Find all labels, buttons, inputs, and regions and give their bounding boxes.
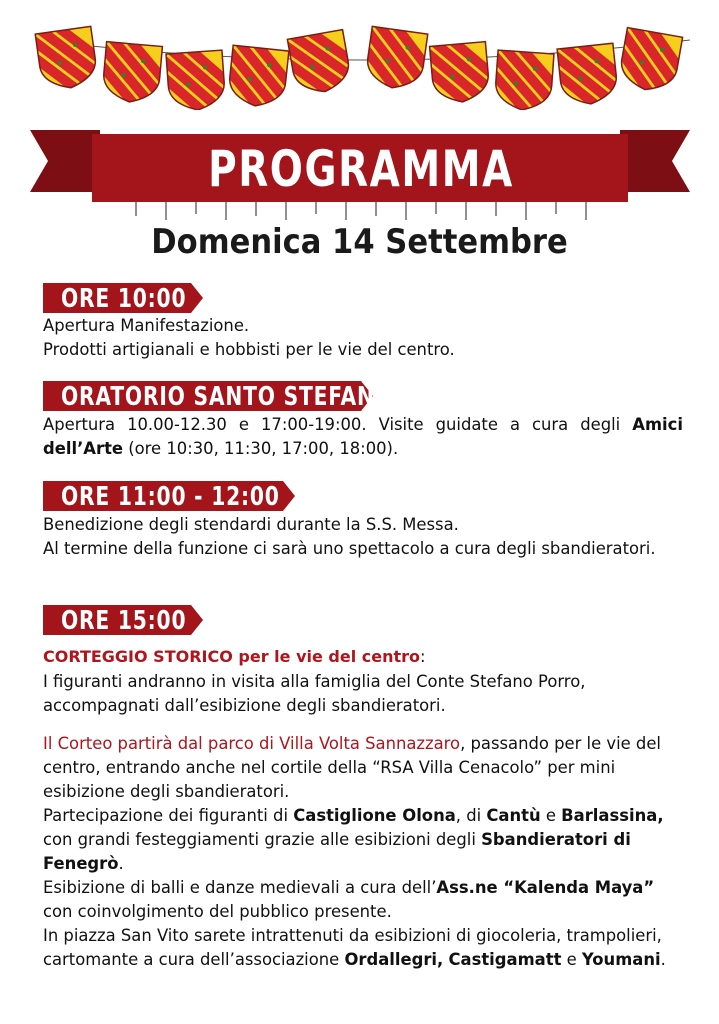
tag-label: ORE 10:00 (61, 284, 187, 314)
section-text (43, 513, 683, 561)
text-span: Esibizione di balli e danze medievali a cura dell’ (43, 878, 437, 897)
group-name: Castiglione Olona (293, 806, 456, 825)
group-name: Castigamatt (448, 950, 562, 969)
text-line: Al termine della funzione ci sarà uno spettacolo a cura degli sbandieratori. (43, 539, 656, 558)
tag-label: ORATORIO SANTO STEFANO (61, 382, 393, 412)
tag-label: ORE 15:00 (61, 606, 187, 636)
text-span: con coinvolgimento del pubblico presente. (43, 902, 392, 921)
corteo-heading (43, 645, 683, 669)
section-text (43, 413, 683, 461)
text-span: , di (455, 806, 487, 825)
coat-of-arms-bunting (0, 0, 719, 110)
text-span: : (420, 647, 426, 666)
corteo-title: CORTEGGIO STORICO per le vie del centro (43, 647, 421, 666)
section-text (43, 314, 683, 362)
group-name: Barlassina, (561, 806, 664, 825)
text-span: con grandi festeggiamenti grazie alle esibizioni degli (43, 830, 482, 849)
tag-label: ORE 11:00 - 12:00 (61, 482, 280, 512)
group-name: Sbandieratori di Fenegrò (43, 830, 631, 873)
text-span: . (660, 950, 666, 969)
text-span: (ore 10:30, 11:30, 17:00, 18:00). (123, 439, 399, 458)
corteo-paragraph-2 (43, 732, 683, 804)
text-span: , passando per le vie del centro, entrando anche nel cortile della “RSA Villa Cenacolo” per mini esibizione degli sbandieratori. (43, 734, 661, 801)
corteo-paragraph-1 (43, 670, 683, 718)
event-date: Domenica 14 Settembre (151, 222, 568, 262)
text-line: Prodotti artigianali e hobbisti per le vie del centro. (43, 340, 455, 359)
group-name: Cantù (486, 806, 541, 825)
group-name: Ass.ne “Kalenda Maya” (436, 878, 655, 897)
corteo-paragraph-4 (43, 876, 683, 924)
text-span: In piazza San Vito sarete intrattenuti da esibizioni di giocoleria, trampolieri, cartomante a cura dell’associazione (43, 926, 662, 969)
text-span: Apertura 10.00-12.30 e 17:00-19:00. Visite guidate a cura degli (43, 415, 633, 434)
text-span: e (540, 806, 562, 825)
page-title: PROGRAMMA (208, 140, 514, 198)
group-name: Ordallegri, (344, 950, 444, 969)
route-highlight: Il Corteo partirà dal parco di Villa Volta Sannazzaro (43, 734, 461, 753)
corteo-paragraph-5 (43, 924, 683, 972)
text-line: Benedizione degli stendardi durante la S.S. Messa. (43, 515, 459, 534)
organizer-name: Amici dell’Arte (43, 415, 683, 458)
text-span: . (118, 854, 124, 873)
corteo-paragraph-3 (43, 804, 683, 876)
text-span: Partecipazione dei figuranti di (43, 806, 294, 825)
group-name: Youmani (581, 950, 661, 969)
text-span: e (561, 950, 582, 969)
text-span: I figuranti andranno in visita alla famiglia del Conte Stefano Porro, accompagnati dall’esibizione degli sbandieratori. (43, 672, 586, 715)
text-line: Apertura Manifestazione. (43, 316, 250, 335)
